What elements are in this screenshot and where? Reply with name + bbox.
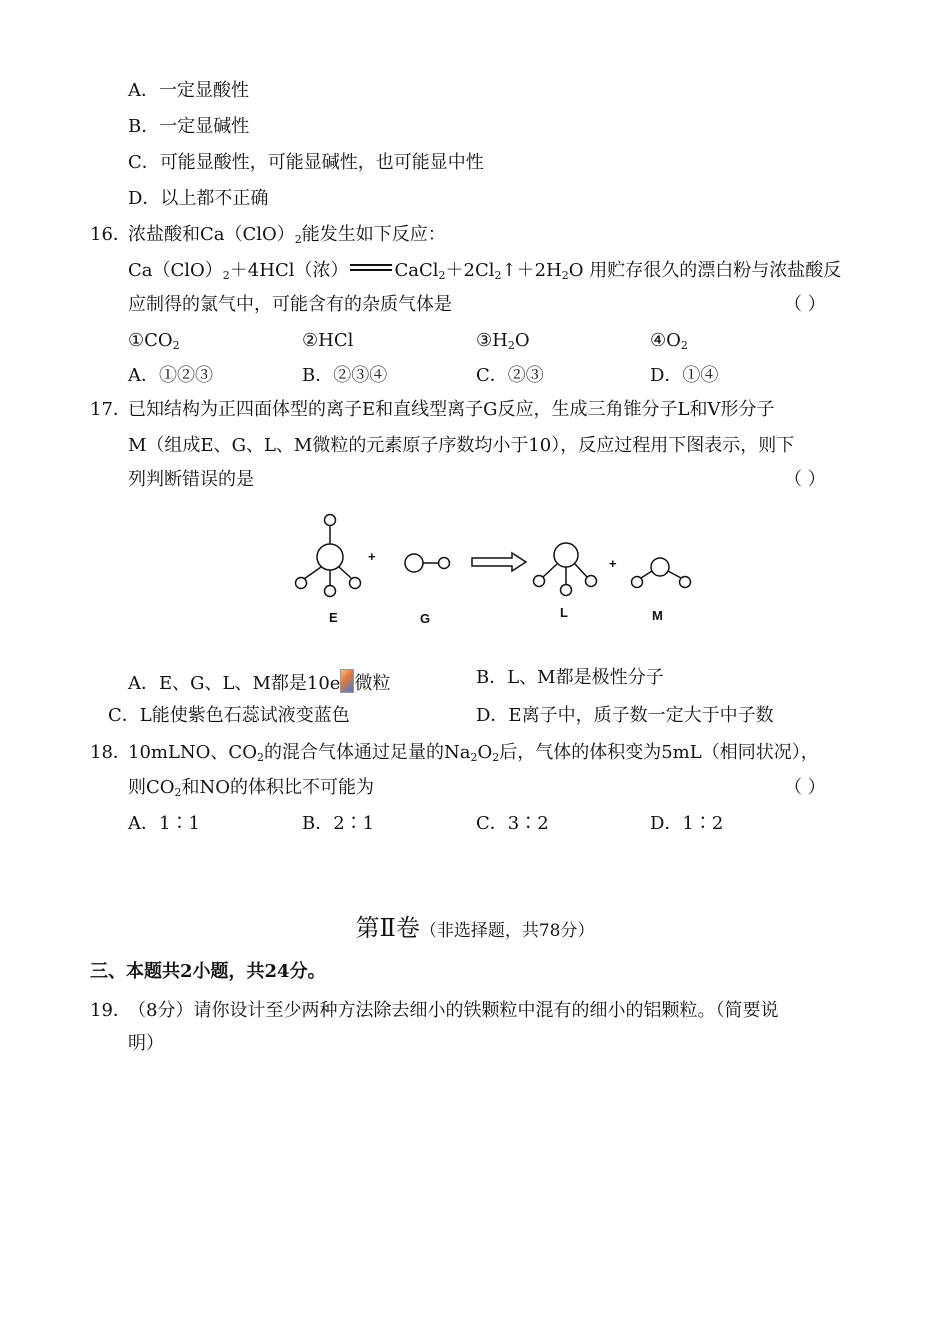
l-left-atom [534, 576, 545, 587]
equals-sign-icon [348, 263, 394, 272]
q18-stem-line2: 则$CO_2$和NO的体积比不可能为 [128, 777, 375, 799]
e-top-atom [325, 515, 336, 526]
q16-item-1: $①CO_2$ [128, 330, 180, 352]
superscript-minus-image-icon [340, 669, 354, 693]
diagram-plus-1: + [368, 549, 376, 564]
q19-line1: （8分）请你设计至少两种方法除去细小的铁颗粒中混有的细小的铝颗粒。（简要说 [128, 1000, 779, 1021]
q18-stem-line1: 10mLNO、$CO_2$的混合气体通过足量的$Na_2O_2$后，气体的体积变为5mL（相同状况）， [128, 742, 819, 764]
q18-number: 18． [90, 742, 131, 763]
e-left-atom [296, 578, 307, 589]
q18-option-d: D．1∶2 [650, 813, 724, 834]
q17-option-a: A．E、G、L、M都是10e 微粒 [128, 669, 390, 693]
l-right-atom [586, 576, 597, 587]
q16-option-d: D．①④ [650, 365, 719, 386]
q17-option-c: C．L能使紫色石蕊试液变蓝色 [108, 705, 350, 726]
q16-option-b: B．②③④ [302, 365, 388, 386]
m-right-atom [680, 577, 691, 588]
q16-stem-line1: 浓盐酸和$Ca(ClO)_2$能发生如下反应： [128, 224, 446, 246]
reaction-diagram [290, 508, 710, 638]
q16-equation: $Ca(ClO)_2+4HCl$（浓） $CaCl_2+2Cl_2↑+2H_2O$ 用贮存很久的漂白粉与浓盐酸反 [128, 260, 842, 282]
e-center-atom [317, 544, 343, 570]
m-left-atom [632, 577, 643, 588]
q17-stem-line3: 列判断错误的是 [128, 469, 254, 490]
q18-answer-paren: （ ） [784, 777, 826, 798]
q17-answer-paren: （ ） [784, 469, 826, 490]
l-center-atom [554, 543, 578, 567]
q15-option-a: A．一定显酸性 [128, 80, 249, 101]
diagram-label-e: E [329, 610, 338, 625]
diagram-label-g: G [420, 611, 431, 626]
g-big-atom [405, 554, 423, 572]
q17-stem-line1: 已知结构为正四面体型的离子E和直线型离子G反应，生成三角锥分子L和V形分子 [128, 399, 775, 420]
q15-option-b: B．一定显碱性 [128, 116, 250, 137]
e-right-atom [350, 578, 361, 589]
q16-number: 16． [90, 224, 131, 245]
l-mid-atom [561, 585, 572, 596]
q18-option-a: A．1∶1 [128, 813, 200, 834]
q19-line2: 明） [128, 1033, 164, 1054]
e-mid-atom [325, 586, 336, 597]
q16-answer-paren: （ ） [784, 294, 826, 315]
q16-item-3: $③H_2O$ [476, 330, 530, 352]
section3-heading: 三、本题共2小题，共24分。 [90, 961, 326, 982]
m-center-atom [651, 558, 669, 576]
q19-number: 19． [90, 1000, 131, 1021]
q15-option-d: D．以上都不正确 [128, 188, 269, 209]
q17-number: 17． [90, 399, 131, 420]
q16-item-2: ②HCl [302, 330, 354, 351]
q16-stem-line3: 应制得的氯气中，可能含有的杂质气体是 [128, 294, 452, 315]
diagram-label-l: L [560, 605, 568, 620]
q16-item-4: $④O_2$ [650, 330, 688, 352]
q17-option-d: D．E离子中，质子数一定大于中子数 [476, 705, 774, 726]
q17-option-b: B．L、M都是极性分子 [476, 667, 664, 688]
diagram-plus-2: + [609, 556, 617, 571]
g-small-atom [439, 558, 450, 569]
q18-option-b: B．2∶1 [302, 813, 375, 834]
q16-option-c: C．②③ [476, 365, 544, 386]
reaction-arrow-icon [472, 553, 526, 571]
part2-title: 第Ⅱ卷（非选择题，共78分） [355, 914, 595, 942]
q18-option-c: C．3∶2 [476, 813, 549, 834]
q17-stem-line2: M（组成E、G、L、M微粒的元素原子序数均小于10），反应过程用下图表示，则下 [128, 435, 795, 456]
q15-option-c: C．可能显酸性，可能显碱性，也可能显中性 [128, 152, 484, 173]
diagram-label-m: M [652, 608, 663, 623]
q16-option-a: A．①②③ [128, 365, 213, 386]
